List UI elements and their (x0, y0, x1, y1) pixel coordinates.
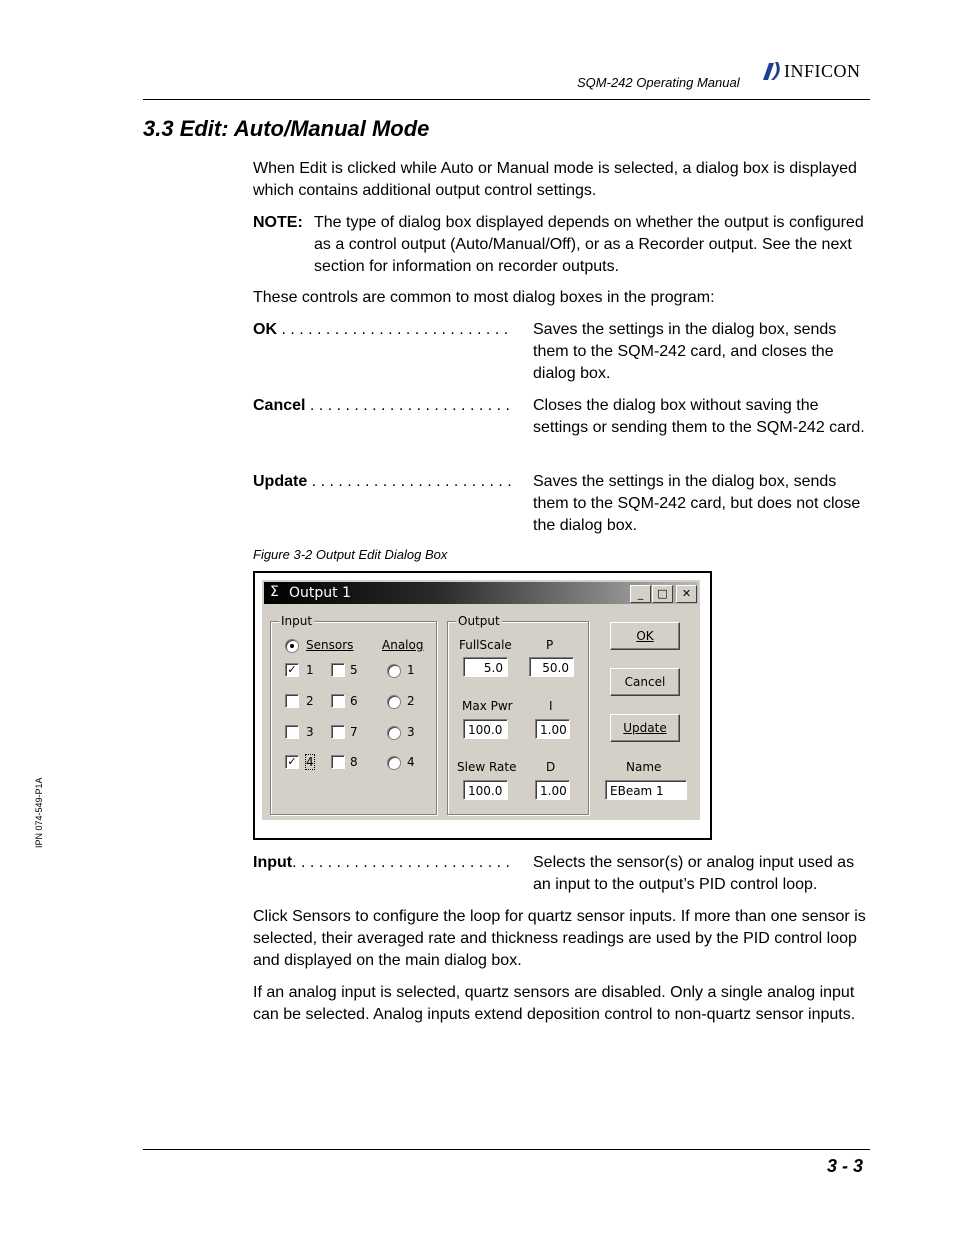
sensor-1-checkbox[interactable]: ✓ (285, 663, 299, 677)
fullscale-label: FullScale (459, 638, 512, 652)
fullscale-input[interactable]: 5.0 (463, 657, 508, 677)
intro-paragraph: When Edit is clicked while Auto or Manual mode is selected, a dialog box is displayed which contains additional output control settings. (253, 160, 857, 199)
sensor-3-label: 3 (306, 725, 314, 739)
footer-rule (143, 1149, 870, 1150)
analog-label: Analog (382, 638, 424, 652)
sensor-6-label: 6 (350, 694, 358, 708)
page-number: 3 - 3 (827, 1156, 864, 1176)
ok-button[interactable] (610, 622, 680, 650)
analog-3-label: 3 (407, 725, 415, 739)
sensor-5-label: 5 (350, 663, 358, 677)
maximize-icon[interactable]: □ (652, 585, 673, 603)
app-icon: Σ (270, 584, 279, 600)
analog-4-radio[interactable] (387, 756, 401, 770)
p-input[interactable]: 50.0 (529, 657, 574, 677)
analog-2-label: 2 (407, 694, 415, 708)
manual-title: SQM-242 Operating Manual (577, 75, 740, 90)
minimize-icon[interactable]: _ (630, 585, 651, 603)
name-input[interactable]: EBeam 1 (605, 780, 687, 800)
sensors-radio[interactable] (285, 639, 299, 653)
input-group-label: Input (281, 614, 313, 628)
def-desc-ok: Saves the settings in the dialog box, sends them to the SQM-242 card, and closes the dialog box. (533, 321, 837, 382)
ipn-code: IPN 074-549-P1A (34, 777, 44, 848)
i-input[interactable]: 1.00 (535, 719, 570, 739)
name-label: Name (626, 760, 662, 774)
update-button-label: Update (623, 721, 667, 735)
def-term-update: Update . . . . . . . . . . . . . . . . . . . . . . . (253, 473, 512, 490)
controls-intro: These controls are common to most dialog boxes in the program: (253, 289, 715, 306)
inficon-logo (760, 60, 861, 82)
sensor-5-checkbox[interactable] (331, 663, 345, 677)
slewrate-input[interactable]: 100.0 (463, 780, 508, 800)
sensor-2-checkbox[interactable] (285, 694, 299, 708)
d-input[interactable]: 1.00 (535, 780, 570, 800)
def-term-input: Input. . . . . . . . . . . . . . . . . . . . . . . . . (253, 854, 510, 871)
inficon-logo-icon (760, 60, 782, 82)
def-desc-update: Saves the settings in the dialog box, sends them to the SQM-242 card, but does not close the dialog box. (533, 473, 861, 534)
analog-2-radio[interactable] (387, 695, 401, 709)
update-button[interactable] (610, 714, 680, 742)
analog-1-radio[interactable] (387, 664, 401, 678)
dialog-title: Output 1 (289, 585, 351, 601)
sensors-paragraph: Click Sensors to configure the loop for quartz sensor inputs. If more than one sensor is selected, their averaged rate and thickness readings are used by the PID control loop and displayed on the main dialog box. (253, 908, 866, 969)
dialog-titlebar (264, 582, 698, 604)
analog-1-label: 1 (407, 663, 415, 677)
maxpwr-label: Max Pwr (462, 699, 513, 713)
close-icon[interactable]: ✕ (676, 585, 697, 603)
sensor-1-label: 1 (306, 663, 314, 677)
analog-paragraph: If an analog input is selected, quartz sensors are disabled. Only a single analog input can be selected. Analog inputs extend deposition control to non-quartz sensor inputs. (253, 984, 856, 1023)
def-term-cancel: Cancel . . . . . . . . . . . . . . . . . . . . . . . (253, 397, 510, 414)
section-heading: 3.3 Edit: Auto/Manual Mode (143, 116, 430, 141)
logo-text: INFICON (784, 60, 861, 81)
def-term-ok: OK . . . . . . . . . . . . . . . . . . . . . . . . . . (253, 321, 509, 338)
analog-4-label: 4 (407, 755, 415, 769)
sensor-7-label: 7 (350, 725, 358, 739)
sensor-4-checkbox[interactable]: ✓ (285, 755, 299, 769)
note-text: The type of dialog box displayed depends on whether the output is configured as a control output (Auto/Manual/Off), or as a Recorder output. See the next section for information on recorder outputs. (314, 214, 864, 275)
sensors-label: Sensors (306, 638, 354, 652)
sensor-6-checkbox[interactable] (331, 694, 345, 708)
cancel-button[interactable]: Cancel (610, 668, 680, 696)
note-label: NOTE: (253, 214, 303, 231)
header-rule (143, 99, 870, 100)
d-label: D (546, 760, 556, 774)
def-desc-cancel: Closes the dialog box without saving the settings or sending them to the SQM-242 card. (533, 397, 865, 436)
sensor-8-label: 8 (350, 755, 358, 769)
p-label: P (546, 638, 554, 652)
output-edit-dialog (262, 580, 700, 820)
sensor-3-checkbox[interactable] (285, 725, 299, 739)
i-label: I (549, 699, 553, 713)
sensor-8-checkbox[interactable] (331, 755, 345, 769)
sensor-7-checkbox[interactable] (331, 725, 345, 739)
maxpwr-input[interactable]: 100.0 (463, 719, 508, 739)
analog-3-radio[interactable] (387, 726, 401, 740)
sensor-4-label: 4 (306, 755, 314, 769)
ok-button-label: OK (636, 629, 654, 643)
sensor-2-label: 2 (306, 694, 314, 708)
def-desc-input: Selects the sensor(s) or analog input used as an input to the output’s PID control loop. (533, 854, 855, 893)
output-group-label: Output (458, 614, 500, 628)
figure-caption: Figure 3-2 Output Edit Dialog Box (253, 547, 448, 562)
slewrate-label: Slew Rate (457, 760, 517, 774)
